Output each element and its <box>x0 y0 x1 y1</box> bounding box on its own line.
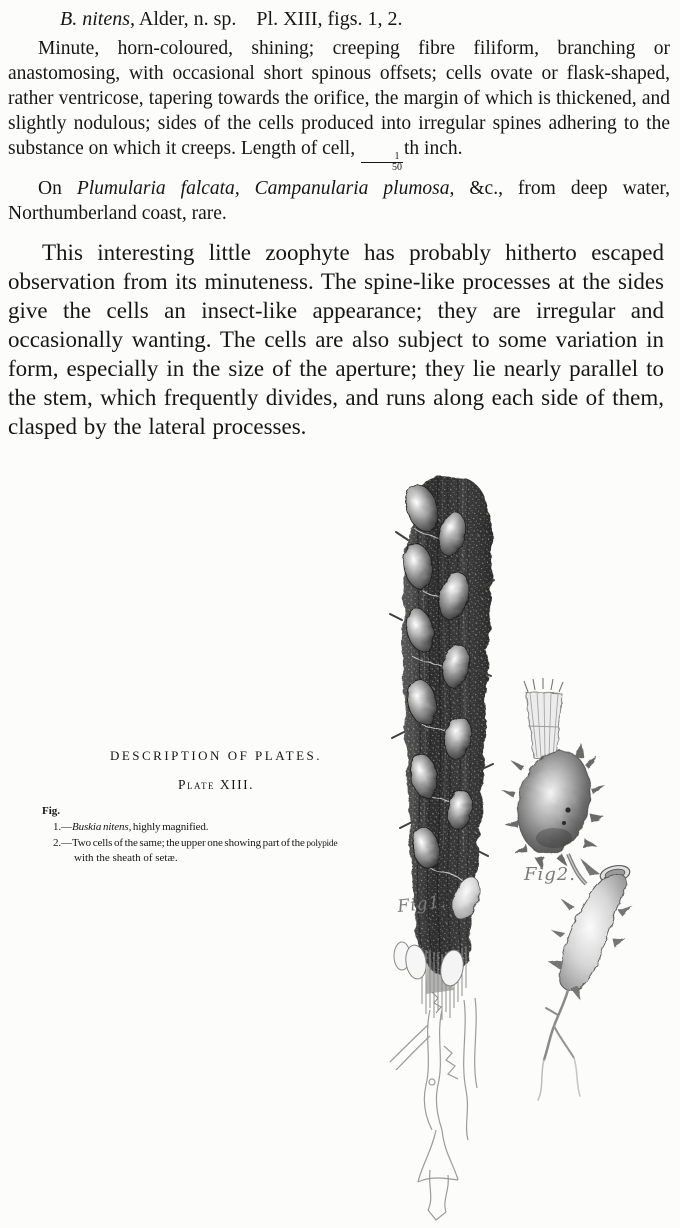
diagnosis-paragraph <box>8 36 670 173</box>
figure-item-2-continuation: with the sheath of setæ. <box>74 852 178 864</box>
species-heading <box>60 8 403 31</box>
figure-2-number: 2.— <box>53 837 72 849</box>
heading-plate-ref: Pl. XIII, figs. 1, 2. <box>256 8 403 30</box>
fig2-label: Fig2. <box>524 864 576 885</box>
figure-1-species: Buskia nitens, <box>71 821 132 833</box>
habitat-rest: , &c., from deep water, Northumberland coast, rare. <box>8 178 671 224</box>
heading-author: Alder, n. sp. <box>135 8 237 30</box>
fig1-label: Fig1. <box>396 891 448 917</box>
host-species-1: Plumularia falcata <box>76 178 235 199</box>
figure-item-2 <box>53 837 392 849</box>
host-species-2: Campanularia plumosa <box>254 178 450 199</box>
species-name: B. nitens, <box>60 8 135 30</box>
diagnosis-text-end: th inch. <box>403 138 463 159</box>
fig1-fade-zone <box>394 942 466 1020</box>
figure-item-1 <box>53 821 392 833</box>
plates-section-title: DESCRIPTION OF PLATES. <box>109 748 323 763</box>
fig2-drawing <box>501 678 632 1100</box>
figure-2-caption: Two cells of the same; the upper one showing part of the <box>71 837 307 849</box>
figure-1-caption: highly magnified. <box>131 821 209 833</box>
habitat-sep: , <box>234 178 255 199</box>
figure-list-header: Fig. <box>42 805 61 817</box>
fraction-one-fiftieth: $\frac{1}{50}$ <box>361 152 403 173</box>
plates-description-section <box>40 748 392 864</box>
figure-2-caption-tail: polypide <box>306 839 338 849</box>
fig1-outline-roots <box>390 998 477 1220</box>
discussion-paragraph: This interesting little zoophyte has probably hitherto escaped observation from its minuteness. The spine-like processes at the sides give the cells an insect-like appearance; they are irregular and occasionally wanting. The cells are also subject to some variation in form, especially in the size of the aperture; they lie nearly parallel to the stem, which frequently divides, and runs along each side of them, clasped by the lateral processes. <box>8 240 664 439</box>
habitat-prefix: On <box>38 178 77 199</box>
plate-number: Plate XIII. <box>178 777 254 792</box>
fig1-drawing <box>390 476 494 1220</box>
diagnosis-text: Minute, horn-coloured, shining; creeping fibre filiform, branching or anastomosing, with occasional short spinous offsets; cells ovate or flask-shaped, rather ventricose, tapering towards the orifice, the margin of which is thickened, and slightly nodulous; sides of the cells produced into irregular spines adhering to the substance on which it creeps. Length of cell, <box>8 38 670 159</box>
habitat-paragraph <box>8 176 670 226</box>
plate-illustration <box>378 470 680 1228</box>
figure-1-number: 1.— <box>53 821 72 833</box>
